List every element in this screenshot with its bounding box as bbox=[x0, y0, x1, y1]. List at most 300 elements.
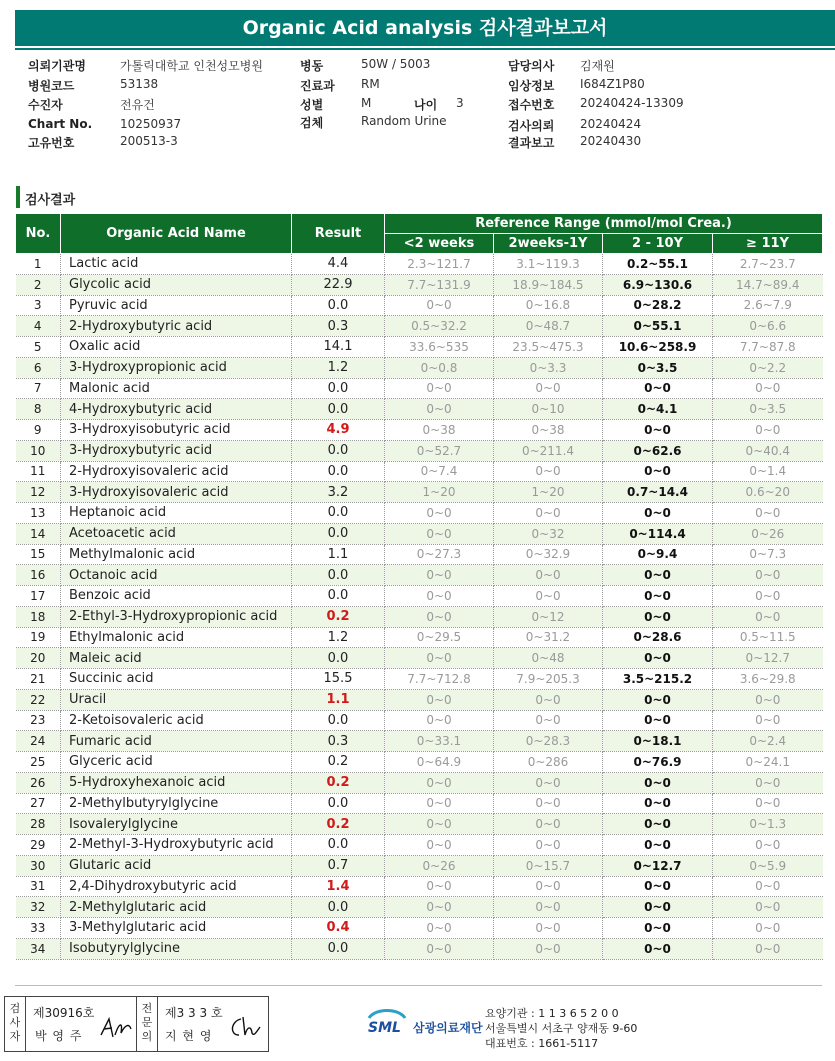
row-acid-name: 3-Hydroxybutyric acid bbox=[61, 440, 292, 461]
row-range-lt2w: 0~0 bbox=[385, 772, 494, 793]
row-no: 7 bbox=[16, 378, 61, 399]
row-range-lt2w: 0~0 bbox=[385, 503, 494, 524]
row-range-2-10y: 0~0 bbox=[603, 918, 713, 939]
row-range-ge11y: 0~0 bbox=[713, 565, 823, 586]
row-range-lt2w: 0~64.9 bbox=[385, 752, 494, 773]
row-range-lt2w: 0~0 bbox=[385, 689, 494, 710]
row-range-2-10y: 0~0 bbox=[603, 793, 713, 814]
table-row bbox=[16, 689, 823, 710]
row-range-2-10y: 0~28.6 bbox=[603, 627, 713, 648]
row-no: 27 bbox=[16, 793, 61, 814]
row-result: 1.1 bbox=[292, 544, 385, 565]
row-range-2w-1y: 0~48 bbox=[494, 648, 603, 669]
info-col1-3-label: Chart No. bbox=[28, 117, 93, 131]
row-range-ge11y: 0~0 bbox=[713, 689, 823, 710]
row-range-lt2w: 0~0 bbox=[385, 399, 494, 420]
row-range-2-10y: 0~0 bbox=[603, 565, 713, 586]
info-age-label: 나이 bbox=[414, 98, 438, 112]
info-col1-4-label: 고유번호 bbox=[28, 136, 75, 150]
row-result: 0.0 bbox=[292, 440, 385, 461]
row-result: 0.0 bbox=[292, 835, 385, 856]
row-range-2w-1y: 0~0 bbox=[494, 689, 603, 710]
row-range-2w-1y: 0~28.3 bbox=[494, 731, 603, 752]
row-range-2w-1y: 0~32 bbox=[494, 523, 603, 544]
info-col1-0-label: 의뢰기관명 bbox=[28, 59, 86, 73]
row-no: 34 bbox=[16, 938, 61, 959]
row-acid-name: Benzoic acid bbox=[61, 586, 292, 607]
title-divider bbox=[15, 48, 835, 50]
row-range-2w-1y: 1~20 bbox=[494, 482, 603, 503]
row-acid-name: Malonic acid bbox=[61, 378, 292, 399]
table-row bbox=[16, 523, 823, 544]
row-range-2-10y: 0~3.5 bbox=[603, 357, 713, 378]
row-range-ge11y: 0~1.4 bbox=[713, 461, 823, 482]
lab-address: 서울특별시 서초구 양재동 9-60 bbox=[485, 1022, 638, 1035]
row-range-ge11y: 7.7~87.8 bbox=[713, 337, 823, 358]
row-no: 9 bbox=[16, 420, 61, 441]
row-result: 0.0 bbox=[292, 793, 385, 814]
row-no: 2 bbox=[16, 274, 61, 295]
header-reference: Reference Range (mmol/mol Crea.) bbox=[385, 214, 823, 234]
row-range-lt2w: 0~0 bbox=[385, 523, 494, 544]
row-range-lt2w: 0~0 bbox=[385, 793, 494, 814]
row-range-2w-1y: 0~0 bbox=[494, 710, 603, 731]
row-acid-name: 2-Ethyl-3-Hydroxypropionic acid bbox=[61, 606, 292, 627]
row-range-ge11y: 0~0 bbox=[713, 606, 823, 627]
row-range-2-10y: 0~55.1 bbox=[603, 316, 713, 337]
row-range-lt2w: 0~0 bbox=[385, 918, 494, 939]
row-range-lt2w: 0~0 bbox=[385, 295, 494, 316]
row-range-ge11y: 0~0 bbox=[713, 938, 823, 959]
row-range-ge11y: 0~0 bbox=[713, 378, 823, 399]
sml-logo-icon bbox=[365, 1006, 409, 1036]
row-range-2w-1y: 0~0 bbox=[494, 772, 603, 793]
row-range-2-10y: 0~0 bbox=[603, 876, 713, 897]
row-no: 20 bbox=[16, 648, 61, 669]
row-range-lt2w: 0~33.1 bbox=[385, 731, 494, 752]
row-acid-name: 2-Methyl-3-Hydroxybutyric acid bbox=[61, 835, 292, 856]
row-range-ge11y: 0~0 bbox=[713, 876, 823, 897]
row-acid-name: Ethylmalonic acid bbox=[61, 627, 292, 648]
info-col3-0-label: 담당의사 bbox=[508, 59, 555, 73]
row-range-ge11y: 0~24.1 bbox=[713, 752, 823, 773]
row-range-ge11y: 0~40.4 bbox=[713, 440, 823, 461]
row-range-2-10y: 0~76.9 bbox=[603, 752, 713, 773]
info-col2-0-value: 50W / 5003 bbox=[361, 57, 431, 71]
row-result: 0.3 bbox=[292, 316, 385, 337]
row-range-2w-1y: 0~0 bbox=[494, 503, 603, 524]
row-no: 31 bbox=[16, 876, 61, 897]
table-row bbox=[16, 876, 823, 897]
row-range-2-10y: 0~0 bbox=[603, 648, 713, 669]
info-col3-1-label: 임상정보 bbox=[508, 79, 555, 93]
row-acid-name: Lactic acid bbox=[61, 254, 292, 275]
row-range-lt2w: 0~0.8 bbox=[385, 357, 494, 378]
row-no: 23 bbox=[16, 710, 61, 731]
row-no: 19 bbox=[16, 627, 61, 648]
row-range-ge11y: 0~2.4 bbox=[713, 731, 823, 752]
row-range-2w-1y: 0~32.9 bbox=[494, 544, 603, 565]
row-no: 8 bbox=[16, 399, 61, 420]
row-no: 14 bbox=[16, 523, 61, 544]
row-range-2-10y: 0~4.1 bbox=[603, 399, 713, 420]
row-no: 32 bbox=[16, 897, 61, 918]
info-col1-1-value: 53138 bbox=[120, 77, 159, 91]
table-row bbox=[16, 316, 823, 337]
row-range-ge11y: 0~0 bbox=[713, 420, 823, 441]
info-col1-1-label: 병원코드 bbox=[28, 79, 75, 93]
row-result: 1.4 bbox=[292, 876, 385, 897]
row-acid-name: Oxalic acid bbox=[61, 337, 292, 358]
row-acid-name: 2-Hydroxyisovaleric acid bbox=[61, 461, 292, 482]
header-range-2-10y: 2 - 10Y bbox=[603, 234, 713, 254]
table-row bbox=[16, 503, 823, 524]
row-range-2w-1y: 0~31.2 bbox=[494, 627, 603, 648]
row-no: 6 bbox=[16, 357, 61, 378]
row-acid-name: 2,4-Dihydroxybutyric acid bbox=[61, 876, 292, 897]
table-row bbox=[16, 648, 823, 669]
row-range-ge11y: 0~0 bbox=[713, 586, 823, 607]
row-range-lt2w: 0.5~32.2 bbox=[385, 316, 494, 337]
row-acid-name: 3-Hydroxypropionic acid bbox=[61, 357, 292, 378]
row-range-2-10y: 0~18.1 bbox=[603, 731, 713, 752]
row-range-ge11y: 0~0 bbox=[713, 897, 823, 918]
info-col2-2-value: M bbox=[361, 96, 372, 110]
row-range-ge11y: 2.7~23.7 bbox=[713, 254, 823, 275]
row-result: 0.0 bbox=[292, 938, 385, 959]
row-result: 0.0 bbox=[292, 503, 385, 524]
row-range-2-10y: 0~0 bbox=[603, 461, 713, 482]
table-row bbox=[16, 399, 823, 420]
section-title: 검사결과 bbox=[25, 193, 76, 208]
table-row bbox=[16, 938, 823, 959]
row-range-2-10y: 0.7~14.4 bbox=[603, 482, 713, 503]
row-result: 1.1 bbox=[292, 689, 385, 710]
verifier-name: 지 현 영 bbox=[165, 1029, 213, 1043]
table-row bbox=[16, 461, 823, 482]
row-acid-name: Glyceric acid bbox=[61, 752, 292, 773]
row-range-lt2w: 0~0 bbox=[385, 586, 494, 607]
row-range-2w-1y: 0~3.3 bbox=[494, 357, 603, 378]
examiner-license: 제30916호 bbox=[33, 1006, 95, 1020]
table-row bbox=[16, 793, 823, 814]
row-range-2w-1y: 0~0 bbox=[494, 897, 603, 918]
row-range-2w-1y: 0~0 bbox=[494, 461, 603, 482]
row-acid-name: Isovalerylglycine bbox=[61, 814, 292, 835]
row-range-2w-1y: 0~0 bbox=[494, 938, 603, 959]
row-range-lt2w: 7.7~712.8 bbox=[385, 669, 494, 690]
row-range-2w-1y: 0~15.7 bbox=[494, 855, 603, 876]
row-range-lt2w: 0~38 bbox=[385, 420, 494, 441]
row-result: 0.0 bbox=[292, 399, 385, 420]
row-result: 0.0 bbox=[292, 710, 385, 731]
row-range-2-10y: 0~114.4 bbox=[603, 523, 713, 544]
row-range-lt2w: 0~0 bbox=[385, 648, 494, 669]
table-row bbox=[16, 378, 823, 399]
row-range-2-10y: 0~28.2 bbox=[603, 295, 713, 316]
lab-contact bbox=[485, 1006, 637, 1051]
row-range-lt2w: 0~26 bbox=[385, 855, 494, 876]
row-result: 0.2 bbox=[292, 814, 385, 835]
row-result: 1.2 bbox=[292, 357, 385, 378]
row-range-ge11y: 14.7~89.4 bbox=[713, 274, 823, 295]
row-range-lt2w: 0~0 bbox=[385, 606, 494, 627]
row-range-lt2w: 0~0 bbox=[385, 814, 494, 835]
row-no: 13 bbox=[16, 503, 61, 524]
row-range-2w-1y: 0~211.4 bbox=[494, 440, 603, 461]
row-range-2-10y: 0~0 bbox=[603, 835, 713, 856]
table-row bbox=[16, 710, 823, 731]
row-range-2-10y: 0~12.7 bbox=[603, 855, 713, 876]
row-range-lt2w: 0~0 bbox=[385, 835, 494, 856]
row-result: 0.2 bbox=[292, 606, 385, 627]
info-col2-3-label: 검체 bbox=[300, 116, 324, 130]
row-no: 12 bbox=[16, 482, 61, 503]
row-acid-name: 3-Hydroxyisovaleric acid bbox=[61, 482, 292, 503]
row-acid-name: Acetoacetic acid bbox=[61, 523, 292, 544]
row-no: 29 bbox=[16, 835, 61, 856]
row-range-ge11y: 0.5~11.5 bbox=[713, 627, 823, 648]
row-result: 0.0 bbox=[292, 461, 385, 482]
row-acid-name: Glutaric acid bbox=[61, 855, 292, 876]
row-range-2-10y: 0~0 bbox=[603, 606, 713, 627]
row-range-2-10y: 0~0 bbox=[603, 897, 713, 918]
row-range-ge11y: 2.6~7.9 bbox=[713, 295, 823, 316]
row-acid-name: 3-Hydroxyisobutyric acid bbox=[61, 420, 292, 441]
logo-name: 삼광의료재단 bbox=[413, 1021, 483, 1035]
row-range-ge11y: 0~0 bbox=[713, 835, 823, 856]
row-range-2w-1y: 0~38 bbox=[494, 420, 603, 441]
row-range-lt2w: 0~0 bbox=[385, 378, 494, 399]
table-row bbox=[16, 440, 823, 461]
row-range-lt2w: 0~0 bbox=[385, 710, 494, 731]
row-range-lt2w: 1~20 bbox=[385, 482, 494, 503]
row-range-lt2w: 0~0 bbox=[385, 565, 494, 586]
row-no: 28 bbox=[16, 814, 61, 835]
header-name: Organic Acid Name bbox=[61, 214, 292, 254]
row-range-2w-1y: 0~48.7 bbox=[494, 316, 603, 337]
table-row bbox=[16, 295, 823, 316]
info-col1-2-label: 수진자 bbox=[28, 98, 63, 112]
row-acid-name: Uracil bbox=[61, 689, 292, 710]
verifier-label: 전 문 의 bbox=[141, 1002, 153, 1043]
row-acid-name: Succinic acid bbox=[61, 669, 292, 690]
info-col3-4-label: 결과보고 bbox=[508, 136, 555, 150]
report-title: Organic Acid analysis 검사결과보고서 bbox=[15, 10, 835, 46]
row-range-lt2w: 2.3~121.7 bbox=[385, 254, 494, 275]
info-col2-3-value: Random Urine bbox=[361, 114, 447, 128]
table-row bbox=[16, 897, 823, 918]
row-range-ge11y: 0~3.5 bbox=[713, 399, 823, 420]
row-no: 5 bbox=[16, 337, 61, 358]
logo-mark-text: SML bbox=[368, 1020, 401, 1036]
row-no: 17 bbox=[16, 586, 61, 607]
row-result: 1.2 bbox=[292, 627, 385, 648]
info-col3-1-value: I684Z1P80 bbox=[580, 77, 645, 91]
row-result: 0.0 bbox=[292, 523, 385, 544]
info-col2-1-value: RM bbox=[361, 77, 380, 91]
row-acid-name: Octanoic acid bbox=[61, 565, 292, 586]
info-col3-2-label: 접수번호 bbox=[508, 98, 555, 112]
row-range-lt2w: 0~27.3 bbox=[385, 544, 494, 565]
row-no: 10 bbox=[16, 440, 61, 461]
row-acid-name: 5-Hydroxyhexanoic acid bbox=[61, 772, 292, 793]
row-range-2w-1y: 0~286 bbox=[494, 752, 603, 773]
footer-divider bbox=[15, 985, 822, 986]
table-row bbox=[16, 855, 823, 876]
row-range-2w-1y: 0~0 bbox=[494, 586, 603, 607]
info-col1-2-value: 전유건 bbox=[120, 98, 155, 112]
row-range-2-10y: 10.6~258.9 bbox=[603, 337, 713, 358]
signature-box bbox=[4, 996, 269, 1052]
row-result: 0.0 bbox=[292, 897, 385, 918]
info-col2-0-label: 병동 bbox=[300, 59, 324, 73]
row-result: 0.0 bbox=[292, 565, 385, 586]
row-range-2w-1y: 23.5~475.3 bbox=[494, 337, 603, 358]
row-no: 18 bbox=[16, 606, 61, 627]
table-row bbox=[16, 337, 823, 358]
row-no: 11 bbox=[16, 461, 61, 482]
table-row bbox=[16, 772, 823, 793]
row-result: 0.0 bbox=[292, 648, 385, 669]
table-row bbox=[16, 586, 823, 607]
row-no: 4 bbox=[16, 316, 61, 337]
row-range-2-10y: 6.9~130.6 bbox=[603, 274, 713, 295]
row-acid-name: Fumaric acid bbox=[61, 731, 292, 752]
row-range-ge11y: 0~5.9 bbox=[713, 855, 823, 876]
row-range-2w-1y: 3.1~119.3 bbox=[494, 254, 603, 275]
info-col3-2-value: 20240424-13309 bbox=[580, 96, 684, 110]
row-no: 15 bbox=[16, 544, 61, 565]
table-row bbox=[16, 357, 823, 378]
row-result: 0.2 bbox=[292, 772, 385, 793]
row-range-lt2w: 0~0 bbox=[385, 897, 494, 918]
examiner-label: 검 사 자 bbox=[9, 1002, 21, 1043]
header-range-lt2w: <2 weeks bbox=[385, 234, 494, 254]
row-no: 3 bbox=[16, 295, 61, 316]
row-range-ge11y: 0~0 bbox=[713, 772, 823, 793]
row-range-2w-1y: 0~16.8 bbox=[494, 295, 603, 316]
row-range-lt2w: 0~0 bbox=[385, 876, 494, 897]
row-result: 14.1 bbox=[292, 337, 385, 358]
row-acid-name: 2-Methylbutyrylglycine bbox=[61, 793, 292, 814]
row-range-ge11y: 0~12.7 bbox=[713, 648, 823, 669]
table-row bbox=[16, 544, 823, 565]
table-row bbox=[16, 627, 823, 648]
row-range-ge11y: 0~6.6 bbox=[713, 316, 823, 337]
table-row bbox=[16, 835, 823, 856]
row-range-lt2w: 0~7.4 bbox=[385, 461, 494, 482]
row-result: 0.0 bbox=[292, 586, 385, 607]
results-table bbox=[15, 213, 823, 960]
info-col1-3-value: 10250937 bbox=[120, 117, 182, 131]
header-no: No. bbox=[16, 214, 61, 254]
row-no: 1 bbox=[16, 254, 61, 275]
header-range-2w-1y: 2weeks-1Y bbox=[494, 234, 603, 254]
row-no: 33 bbox=[16, 918, 61, 939]
row-range-lt2w: 7.7~131.9 bbox=[385, 274, 494, 295]
lab-phone: 대표번호 : 1661-5117 bbox=[485, 1037, 599, 1050]
row-range-2w-1y: 0~0 bbox=[494, 918, 603, 939]
row-result: 0.7 bbox=[292, 855, 385, 876]
row-range-2w-1y: 0~10 bbox=[494, 399, 603, 420]
row-no: 30 bbox=[16, 855, 61, 876]
row-range-2-10y: 0~0 bbox=[603, 378, 713, 399]
row-range-2-10y: 0~0 bbox=[603, 938, 713, 959]
table-row bbox=[16, 918, 823, 939]
row-range-2-10y: 0~0 bbox=[603, 710, 713, 731]
table-row bbox=[16, 482, 823, 503]
row-acid-name: 2-Hydroxybutyric acid bbox=[61, 316, 292, 337]
row-result: 0.4 bbox=[292, 918, 385, 939]
table-row bbox=[16, 565, 823, 586]
row-range-2w-1y: 0~0 bbox=[494, 814, 603, 835]
row-range-2w-1y: 0~0 bbox=[494, 876, 603, 897]
row-range-ge11y: 0~7.3 bbox=[713, 544, 823, 565]
examiner-signature-icon bbox=[97, 1015, 135, 1041]
info-col3-3-value: 20240424 bbox=[580, 117, 642, 131]
row-range-2w-1y: 7.9~205.3 bbox=[494, 669, 603, 690]
row-range-lt2w: 0~29.5 bbox=[385, 627, 494, 648]
row-range-2-10y: 0~0 bbox=[603, 420, 713, 441]
row-acid-name: 3-Methylglutaric acid bbox=[61, 918, 292, 939]
row-range-2-10y: 0~0 bbox=[603, 772, 713, 793]
row-result: 4.9 bbox=[292, 420, 385, 441]
row-result: 15.5 bbox=[292, 669, 385, 690]
row-no: 24 bbox=[16, 731, 61, 752]
info-col2-1-label: 진료과 bbox=[300, 79, 335, 93]
table-row bbox=[16, 669, 823, 690]
row-range-ge11y: 0~0 bbox=[713, 503, 823, 524]
header-result: Result bbox=[292, 214, 385, 254]
lab-logo bbox=[365, 1006, 483, 1040]
row-range-ge11y: 0.6~20 bbox=[713, 482, 823, 503]
table-row bbox=[16, 752, 823, 773]
row-no: 16 bbox=[16, 565, 61, 586]
row-acid-name: 2-Ketoisovaleric acid bbox=[61, 710, 292, 731]
row-range-ge11y: 0~26 bbox=[713, 523, 823, 544]
row-result: 22.9 bbox=[292, 274, 385, 295]
row-range-2w-1y: 0~0 bbox=[494, 565, 603, 586]
lab-code: 요양기관 : 1 1 3 6 5 2 0 0 bbox=[485, 1007, 619, 1020]
row-range-2w-1y: 0~0 bbox=[494, 378, 603, 399]
row-range-ge11y: 3.6~29.8 bbox=[713, 669, 823, 690]
info-age-value: 3 bbox=[456, 96, 464, 110]
row-range-lt2w: 0~0 bbox=[385, 938, 494, 959]
row-acid-name: Heptanoic acid bbox=[61, 503, 292, 524]
table-row bbox=[16, 814, 823, 835]
row-range-2w-1y: 18.9~184.5 bbox=[494, 274, 603, 295]
info-col3-3-label: 검사의뢰 bbox=[508, 119, 555, 133]
row-acid-name: Pyruvic acid bbox=[61, 295, 292, 316]
info-col1-0-value: 가톨릭대학교 인천성모병원 bbox=[120, 59, 263, 73]
row-range-lt2w: 33.6~535 bbox=[385, 337, 494, 358]
row-range-ge11y: 0~0 bbox=[713, 918, 823, 939]
row-range-ge11y: 0~1.3 bbox=[713, 814, 823, 835]
row-no: 22 bbox=[16, 689, 61, 710]
info-col3-0-value: 김재원 bbox=[580, 59, 615, 73]
examiner-name: 박 영 주 bbox=[35, 1029, 83, 1043]
row-acid-name: Glycolic acid bbox=[61, 274, 292, 295]
row-acid-name: 2-Methylglutaric acid bbox=[61, 897, 292, 918]
row-result: 0.0 bbox=[292, 295, 385, 316]
row-range-2-10y: 0.2~55.1 bbox=[603, 254, 713, 275]
table-row bbox=[16, 420, 823, 441]
row-range-2w-1y: 0~0 bbox=[494, 793, 603, 814]
verifier-signature-icon bbox=[227, 1013, 263, 1041]
row-result: 3.2 bbox=[292, 482, 385, 503]
info-col1-4-value: 200513-3 bbox=[120, 134, 178, 148]
